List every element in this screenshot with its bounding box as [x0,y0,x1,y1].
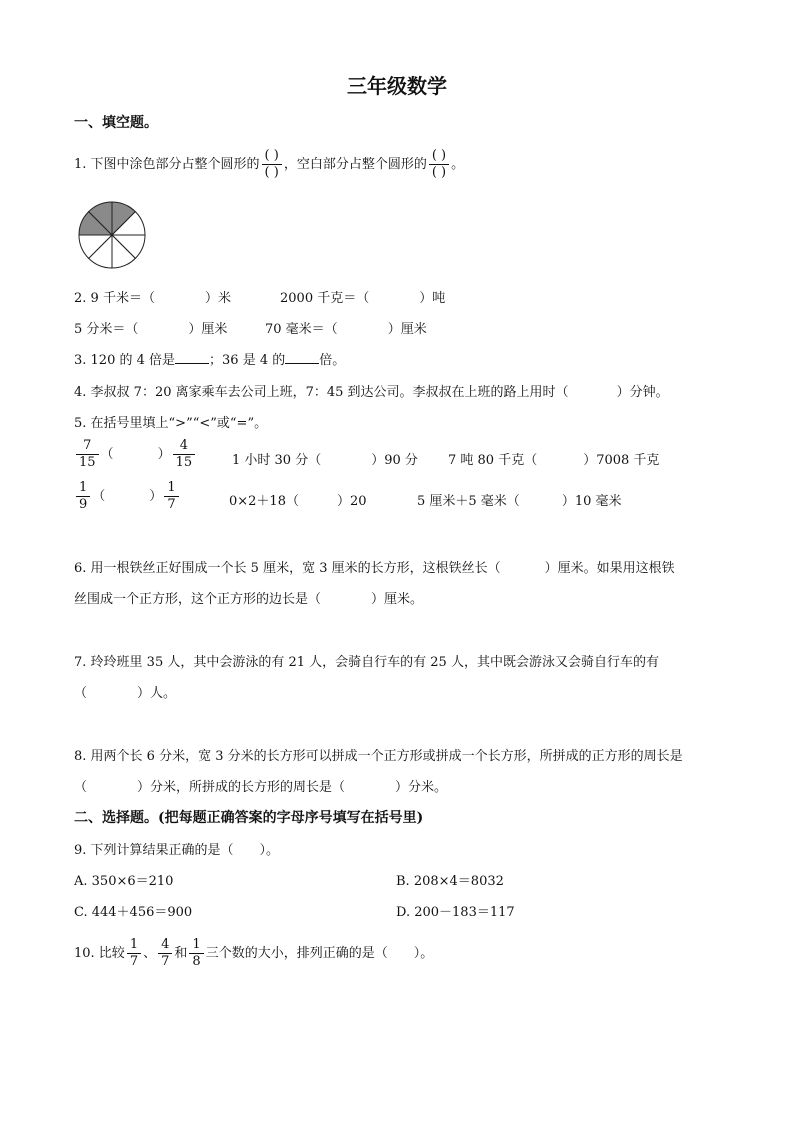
fraction-4-7-q10: $\frac{4}{7}$ [158,937,172,970]
question-2-line-1 [74,287,231,306]
q1-text-c: 。 [451,157,465,172]
q3-a: 3. 120 的 4 倍是 [74,353,176,368]
q5-row-1-a [74,438,197,471]
q5-row-1-b: 1 小时 30 分（ ）90 分 [232,453,418,468]
option-9b[interactable]: B. 208×4＝8032 [396,874,504,889]
fraction-1-9: $\frac{1}{9}$ [76,480,90,513]
q2-l2a: 5 分米＝（ [74,322,139,337]
question-6-line-2: 丝围成一个正方形，这个正方形的边长是（ ）厘米。 [74,592,424,607]
answer-blank-q3-1[interactable] [175,352,209,364]
q5-row-2-c: 5 厘米＋5 毫米（ ）10 毫米 [417,494,622,509]
section-heading-multiple-choice: 二、选择题。(把每题正确答案的字母序号填写在括号里) [74,810,424,826]
q2-l2d: ）厘米 [387,322,427,337]
q2-l1d: ）吨 [419,291,446,306]
q5-row-2-a: $\frac{1}{9}$ （ ） $\frac{1}{7}$ [74,480,181,513]
q5-row-1-c: 7 吨 80 千克（ ）7008 千克 [448,453,660,468]
fraction-1-7: $\frac{1}{7}$ [164,480,178,513]
question-3 [74,349,345,368]
q1-text-b: ，空白部分占整个圆形的 [283,157,427,172]
option-9d[interactable]: D. 200－183＝117 [396,905,515,920]
question-6-line-1: 6. 用一根铁丝正好围成一个长 5 厘米，宽 3 厘米的长方形，这根铁丝长（ ）厘米。如果用这根铁 [74,561,675,576]
question-8-line-2: （ ）分米，所拼成的长方形的周长是（ ）分米。 [74,780,448,795]
answer-blank-q3-2[interactable] [285,352,319,364]
question-8-line-1: 8. 用两个长 6 分米，宽 3 分米的长方形可以拼成一个正方形或拼成一个长方形，所拼成的正方形的周长是 [74,749,683,764]
q2-l1c: 2000 千克＝（ [280,291,370,306]
question-7-line-1: 7. 玲玲班里 35 人，其中会游泳的有 21 人，会骑自行车的有 25 人，其中既会游泳又会骑自行车的有 [74,655,659,670]
q2-l1b: ）米 [204,291,231,306]
answer-fraction-blank-2[interactable]: $\frac{( )}{( )}$ [429,148,449,181]
question-2-line-2-right [265,318,427,337]
page-title: 三年级数学 [347,74,447,98]
answer-fraction-blank-1[interactable]: $\frac{( )}{( )}$ [262,148,282,181]
q2-l2b: ）厘米 [188,322,228,337]
fraction-7-15: $\frac{7}{15}$ [76,438,99,471]
q4-b: ）分钟。 [616,385,669,400]
q3-c: 倍。 [319,353,346,368]
fraction-4-15: $\frac{4}{15}$ [173,438,196,471]
question-1 [74,148,464,182]
question-5-intro: 5. 在括号里填上“>”“<”或“=”。 [74,416,268,431]
q1-text-a: 1. 下图中涂色部分占整个圆形的 [74,157,260,172]
q5-row-2-b: 0×2＋18（ ）20 [229,494,367,509]
q2-l1a: 2. 9 千米＝（ [74,291,155,306]
q4-a: 4. 李叔叔 7：20 离家乘车去公司上班，7：45 到达公司。李叔叔在上班的路上用时（ [74,385,569,400]
q3-b: ；36 是 4 的 [209,353,286,368]
question-9: 9. 下列计算结果正确的是（ ）。 [74,843,280,858]
option-9c[interactable]: C. 444＋456＝900 [74,905,193,920]
pie-slices [79,202,145,268]
question-4 [74,381,669,400]
question-10: 10. 比较 $\frac{1}{7}$ 、 $\frac{4}{7}$ 和 $\frac{1}{8}$ 三个数的大小，排列正确的是（ ）。 [74,937,434,969]
fraction-circle-figure [77,200,147,270]
q5-paren-left: （ [100,447,114,462]
q2-l2c: 70 毫米＝（ [265,322,338,337]
q5-paren-right: ） [157,447,171,462]
option-9a[interactable]: A. 350×6＝210 [74,874,174,889]
question-2-line-1-right [280,287,445,306]
question-2-line-2 [74,318,227,337]
question-7-line-2: （ ）人。 [74,686,177,701]
section-heading-fill-in: 一、填空题。 [74,115,158,131]
fraction-1-7-q10: $\frac{1}{7}$ [127,937,141,970]
fraction-1-8-q10: $\frac{1}{8}$ [189,937,203,970]
